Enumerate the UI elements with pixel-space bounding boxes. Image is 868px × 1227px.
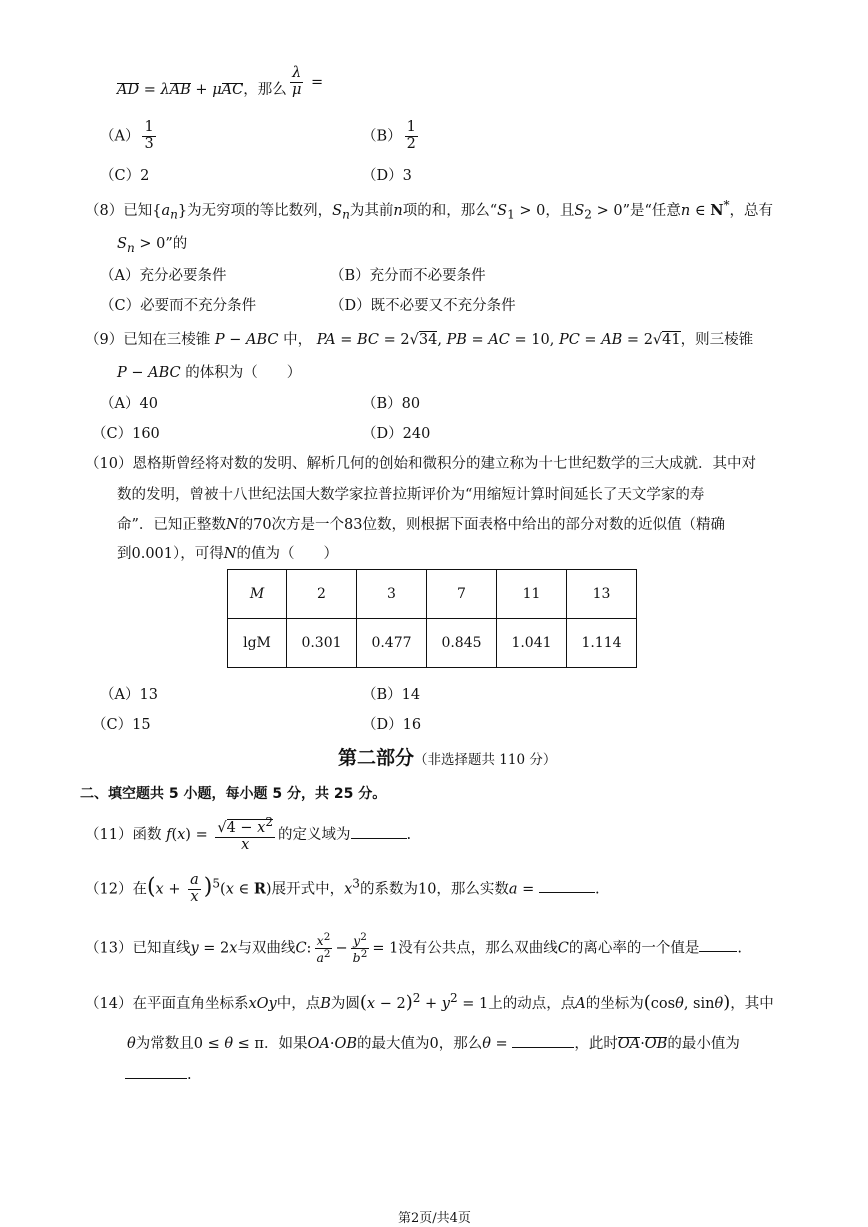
q7-option-b[interactable]: （B） $\frac{1}{2}$ bbox=[362, 119, 416, 152]
q7-expression: AD = λAB + μAC，那么 bbox=[117, 82, 287, 98]
section2-heading: 二、填空题共 5 小题，每小题 5 分，共 25 分。 bbox=[80, 786, 387, 802]
q9-option-a[interactable]: （A）40 bbox=[100, 396, 158, 412]
q14-line2: θ为常数且0 ≤ θ ≤ π．如果OA·OB的最大值为0，那么θ = ，此时OA·OB的最小值为 bbox=[127, 1032, 740, 1053]
table-cell: 11 bbox=[497, 570, 567, 619]
q10-line4: 到0.001），可得N的值为（ ） bbox=[117, 546, 338, 562]
q8-option-c[interactable]: （C）必要而不充分条件 bbox=[100, 298, 257, 314]
table-row bbox=[228, 619, 637, 668]
q7-option-a[interactable]: （A） $\frac{1}{3}$ bbox=[100, 119, 154, 152]
table-cell: 0.477 bbox=[357, 619, 427, 668]
q9-option-d[interactable]: （D）240 bbox=[362, 426, 431, 442]
part2-heading: 第二部分（非选择题共 110 分） bbox=[338, 747, 557, 769]
q14-line3: . bbox=[125, 1064, 192, 1083]
page-footer: 第2页/共4页 bbox=[398, 1211, 471, 1226]
q8-option-a[interactable]: （A）充分必要条件 bbox=[100, 268, 227, 284]
table-header-lgm: lgM bbox=[228, 619, 287, 668]
q9-option-c[interactable]: （C）160 bbox=[92, 426, 160, 442]
table-row bbox=[228, 570, 637, 619]
q8-line1: （8）已知$\{a_n\}$为无穷项的等比数列，$S_n$为其前n项的和，那么“$S_1 > 0$，且$S_2 > 0$”是“任意n ∈ N*，总有 bbox=[85, 198, 773, 222]
table-header-m: M bbox=[228, 570, 287, 619]
table-cell: 2 bbox=[287, 570, 357, 619]
q11: （11）函数 f(x) = $\frac{√4 - x^2}{x}$ 的定义域为 . bbox=[85, 815, 412, 853]
q7-option-d[interactable]: （D）3 bbox=[362, 168, 412, 184]
q9-line2: P − ABC 的体积为（ ） bbox=[117, 365, 302, 381]
q10-option-a[interactable]: （A）13 bbox=[100, 687, 158, 703]
table-cell: 0.301 bbox=[287, 619, 357, 668]
q7-option-c[interactable]: （C）2 bbox=[100, 168, 150, 184]
q13-answer-blank[interactable] bbox=[699, 937, 737, 952]
q14-line1: （14）在平面直角坐标系xOy中，点B为圆$(x - 2)^2 + y^2 = 1$上的动点，点A的坐标为(cosθ, sinθ)，其中 bbox=[85, 991, 774, 1013]
table-cell: 1.041 bbox=[497, 619, 567, 668]
q13: （13）已知直线y = 2x与双曲线C: $\frac{x^2}{a^2}$ − $\frac{y^2}{b^2}$ = 1没有公共点，那么双曲线C的离心率的一个值是 . bbox=[85, 931, 743, 966]
table-cell: 3 bbox=[357, 570, 427, 619]
q9-option-b[interactable]: （B）80 bbox=[362, 396, 421, 412]
q9-line1: （9）已知在三棱锥 P − ABC 中， PA = BC = 2√34, PB = AC = 10, PC = AB = 2√41，则三棱锥 bbox=[85, 332, 754, 348]
q7-lambda-over-mu: $\frac{\lambda}{\mu}$ = bbox=[292, 65, 324, 98]
q14-answer-blank-1[interactable] bbox=[512, 1033, 574, 1048]
q10-line1: （10）恩格斯曾经将对数的发明、解析几何的创始和微积分的建立称为十七世纪数学的三大成就．其中对 bbox=[85, 456, 756, 472]
q10-line2: 数的发明，曾被十八世纪法国大数学家拉普拉斯评价为“用缩短计算时间延长了天文学家的寿 bbox=[117, 487, 705, 503]
q10-option-b[interactable]: （B）14 bbox=[362, 687, 421, 703]
q11-answer-blank[interactable] bbox=[351, 824, 407, 839]
q10-option-d[interactable]: （D）16 bbox=[362, 717, 422, 733]
table-cell: 7 bbox=[427, 570, 497, 619]
table-cell: 0.845 bbox=[427, 619, 497, 668]
table-cell: 13 bbox=[567, 570, 637, 619]
table-cell: 1.114 bbox=[567, 619, 637, 668]
q12: （12）在(x + $\frac{a}{x}$ )$^5$(x ∈ R)展开式中，$x^3$的系数为10，那么实数a = . bbox=[85, 872, 600, 905]
log-table bbox=[227, 569, 637, 668]
q14-answer-blank-2[interactable] bbox=[125, 1064, 187, 1079]
q8-option-b[interactable]: （B）充分而不必要条件 bbox=[330, 268, 486, 284]
q8-option-d[interactable]: （D）既不必要又不充分条件 bbox=[330, 298, 516, 314]
q12-answer-blank[interactable] bbox=[539, 878, 595, 893]
q10-option-c[interactable]: （C）15 bbox=[92, 717, 151, 733]
q10-line3: 命”．已知正整数N的70次方是一个83位数，则根据下面表格中给出的部分对数的近似值（精确 bbox=[117, 517, 726, 533]
q8-line2: $S_n > 0$”的 bbox=[117, 236, 188, 255]
